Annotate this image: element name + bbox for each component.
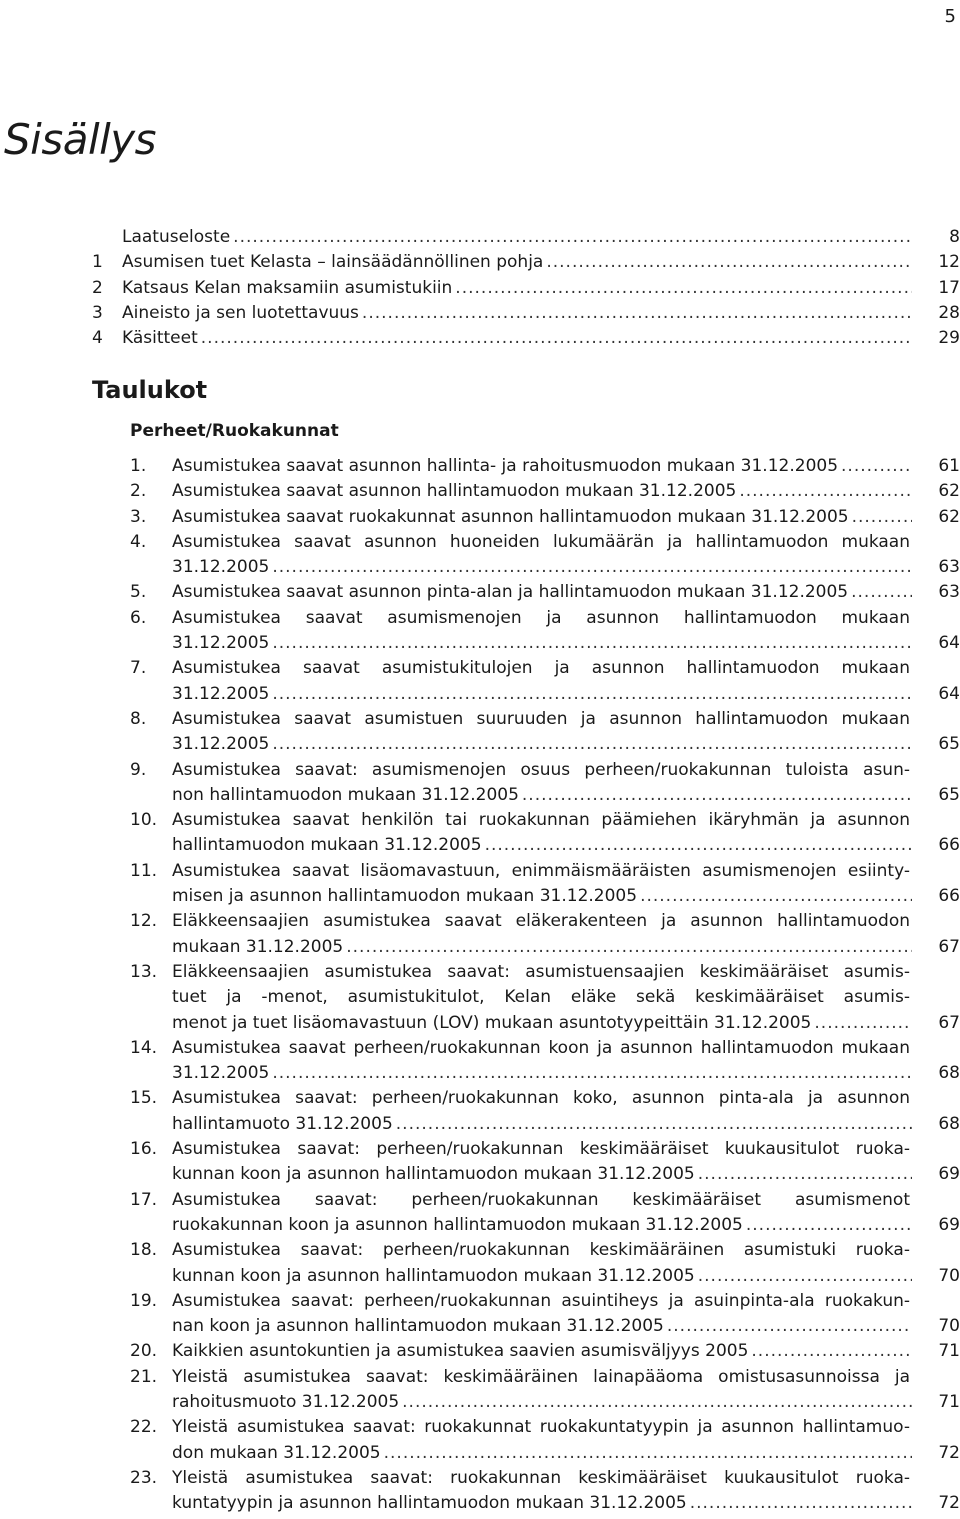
dot-leader <box>814 1011 912 1036</box>
table-entry[interactable] <box>130 454 960 479</box>
table-entry-text <box>172 454 960 479</box>
section-heading: Taulukot <box>92 376 208 404</box>
table-entry-label: misen ja asunnon hallintamuodon mukaan 31.12.2005 <box>172 886 638 907</box>
toc-entry-page: 12 <box>938 252 960 273</box>
table-entry-number: 12. <box>130 911 158 932</box>
toc-entry-page: 8 <box>949 227 960 247</box>
table-entry-page: 65 <box>938 784 960 805</box>
table-entry-number: 8. <box>130 708 147 729</box>
dot-leader <box>698 1162 912 1187</box>
table-entry-label: non hallintamuodon mukaan 31.12.2005 <box>172 784 519 805</box>
table-entry-label: 31.12.2005 <box>172 734 270 755</box>
dot-leader <box>272 631 912 656</box>
table-entry[interactable] <box>130 530 960 581</box>
table-entry-text <box>172 606 960 657</box>
dot-leader <box>841 454 912 479</box>
table-entry-label: kuntatyypin ja asunnon hallintamuodon mukaan 31.12.2005 <box>172 1493 687 1514</box>
dot-leader <box>522 783 912 808</box>
table-entry-text <box>172 656 960 707</box>
table-entry-text <box>172 758 960 809</box>
table-entry-page: 72 <box>938 1442 960 1463</box>
table-entry[interactable] <box>130 1036 960 1087</box>
dot-leader <box>362 301 912 326</box>
dot-leader <box>272 555 912 580</box>
table-entry-text <box>172 1188 960 1239</box>
table-entry-label: Asumistukea saavat asunnon hallintamuodon mukaan 31.12.2005 <box>172 481 737 502</box>
table-entry-line: Asumistukea saavat henkilön tai ruokakunnan päämiehen ikäryhmän ja asunnon <box>172 810 910 831</box>
dot-leader <box>739 479 912 504</box>
table-entry-last-line <box>172 833 960 858</box>
table-entry-text <box>172 580 960 605</box>
table-entry-page: 71 <box>938 1341 960 1362</box>
table-entry-number: 15. <box>130 1088 158 1109</box>
table-entry-text <box>172 1036 960 1087</box>
table-entry-label: Asumistukea saavat ruokakunnat asunnon hallintamuodon mukaan 31.12.2005 <box>172 506 849 527</box>
table-entry-page: 66 <box>938 835 960 856</box>
dot-leader <box>402 1390 912 1415</box>
table-entry-last-line <box>172 1314 960 1339</box>
toc-entry-page: 28 <box>938 302 960 323</box>
table-entry-line: Asumistukea saavat: perheen/ruokakunnan keskimääräiset kuukausitulot ruoka- <box>172 1139 910 1160</box>
table-entry-label: don mukaan 31.12.2005 <box>172 1442 381 1463</box>
table-entry-page: 70 <box>938 1316 960 1337</box>
dot-leader <box>384 1441 912 1466</box>
toc-entry-label: Aineisto ja sen luotettavuus <box>122 302 359 323</box>
table-entry-line: Asumistukea saavat asumistukitulojen ja asunnon hallintamuodon mukaan <box>172 658 910 679</box>
table-entry-last-line <box>172 682 960 707</box>
dot-leader <box>455 276 912 301</box>
table-entry[interactable] <box>130 479 960 504</box>
table-entry-last-line <box>172 479 960 504</box>
table-entry-label: hallintamuodon mukaan 31.12.2005 <box>172 835 482 856</box>
table-entry-text <box>172 1289 960 1340</box>
table-entry-text <box>172 530 960 581</box>
table-entry-last-line <box>172 454 960 479</box>
table-entry-number: 13. <box>130 961 158 982</box>
toc-entry-page: 29 <box>938 328 960 349</box>
table-entry-last-line <box>172 1112 960 1137</box>
table-entry-line: Yleistä asumistukea saavat: ruokakunnat ruokakuntatyypin ja asunnon hallintamuo- <box>172 1417 910 1438</box>
toc-entry[interactable] <box>92 301 960 326</box>
table-entry-number: 14. <box>130 1037 158 1058</box>
table-entry-line: Asumistukea saavat: perheen/ruokakunnan keskimääräiset asumismenot <box>172 1189 910 1210</box>
toc-entry-number: 2 <box>92 277 103 298</box>
table-entry[interactable] <box>130 1289 960 1340</box>
table-entry-last-line <box>172 1441 960 1466</box>
table-entry[interactable] <box>130 580 960 605</box>
table-entry[interactable] <box>130 1339 960 1364</box>
table-entry-last-line <box>172 732 960 757</box>
table-entry[interactable] <box>130 1086 960 1137</box>
table-entry-line: Asumistukea saavat: perheen/ruokakunnan keskimääräinen asumistuki ruoka- <box>172 1240 910 1261</box>
dot-leader <box>233 225 912 250</box>
table-entry[interactable] <box>130 606 960 657</box>
table-entry-number: 22. <box>130 1417 158 1438</box>
toc-entry[interactable] <box>92 276 960 301</box>
table-entry-text <box>172 505 960 530</box>
table-entry[interactable] <box>130 808 960 859</box>
table-entry-label: Asumistukea saavat asunnon hallinta- ja rahoitusmuodon mukaan 31.12.2005 <box>172 456 839 476</box>
table-entry-label: 31.12.2005 <box>172 557 270 578</box>
table-entry-line: Asumistukea saavat: perheen/ruokakunnan koko, asunnon pinta-ala ja asunnon <box>172 1088 910 1109</box>
table-entry-label: mukaan 31.12.2005 <box>172 936 344 957</box>
table-entry-number: 7. <box>130 658 147 679</box>
dot-leader <box>751 1339 912 1364</box>
table-entry-label: menot ja tuet lisäomavastuun (LOV) mukaan asuntotyypeittäin 31.12.2005 <box>172 1012 812 1033</box>
table-entry-page: 61 <box>938 456 960 476</box>
toc-entry[interactable] <box>92 326 960 351</box>
table-entry-label: 31.12.2005 <box>172 633 270 654</box>
table-entry-label: hallintamuoto 31.12.2005 <box>172 1113 393 1134</box>
table-entry-number: 20. <box>130 1341 158 1362</box>
table-entry-page: 68 <box>938 1113 960 1134</box>
toc-entry-number: 3 <box>92 302 103 323</box>
table-entry[interactable] <box>130 656 960 707</box>
table-entry-line: Asumistukea saavat asunnon huoneiden lukumäärän ja hallintamuodon mukaan <box>172 531 910 552</box>
table-entry-line: Eläkkeensaajien asumistukea saavat eläkerakenteen ja asunnon hallintamuodon <box>172 911 910 932</box>
toc-entry[interactable] <box>92 225 960 250</box>
dot-leader <box>698 1264 912 1289</box>
dot-leader <box>346 935 912 960</box>
table-entry-line: Asumistukea saavat lisäomavastuun, enimmäismääräisten asumismenojen esiinty- <box>172 860 910 881</box>
table-entry-label: Kaikkien asuntokuntien ja asumistukea saavien asumisväljyys 2005 <box>172 1341 749 1362</box>
table-entry-last-line <box>172 1162 960 1187</box>
table-entry[interactable] <box>130 505 960 530</box>
toc-entry[interactable] <box>92 250 960 275</box>
table-entry-page: 62 <box>938 481 960 502</box>
table-entry-last-line <box>172 1213 960 1238</box>
table-entry-page: 64 <box>938 633 960 654</box>
table-entry-number: 21. <box>130 1366 158 1387</box>
table-entry-page: 70 <box>938 1265 960 1286</box>
table-entry-line: tuet ja -menot, asumistukitulot, Kelan eläke sekä keskimääräiset asumis- <box>172 987 910 1008</box>
table-entry-label: ruokakunnan koon ja asunnon hallintamuodon mukaan 31.12.2005 <box>172 1214 743 1235</box>
table-entry-text <box>172 1137 960 1188</box>
table-entry[interactable] <box>130 859 960 910</box>
table-entry-number: 3. <box>130 506 147 527</box>
table-entry[interactable] <box>130 758 960 809</box>
table-entry-page: 63 <box>938 557 960 578</box>
subsection-heading: Perheet/Ruokakunnat <box>130 421 339 441</box>
table-entry[interactable] <box>130 1188 960 1239</box>
table-entry-page: 72 <box>938 1493 960 1514</box>
table-entry-last-line <box>172 1491 960 1516</box>
table-entry-page: 63 <box>938 582 960 603</box>
table-entry[interactable] <box>130 909 960 960</box>
dot-leader <box>852 505 912 530</box>
page-title: Sisällys <box>4 115 157 164</box>
table-entry-label: 31.12.2005 <box>172 1063 270 1084</box>
table-entry-last-line <box>172 631 960 656</box>
table-entry-page: 67 <box>938 936 960 957</box>
dot-leader <box>201 326 912 351</box>
table-entry[interactable] <box>130 1137 960 1188</box>
page-number: 5 <box>944 6 956 27</box>
table-entry[interactable] <box>130 1415 960 1466</box>
toc-entry-label: Laatuseloste <box>122 227 231 247</box>
table-entry-number: 1. <box>130 456 147 476</box>
table-entry-page: 69 <box>938 1214 960 1235</box>
table-entry-page: 64 <box>938 683 960 704</box>
table-entry-label: Asumistukea saavat asunnon pinta-alan ja hallintamuodon mukaan 31.12.2005 <box>172 582 849 603</box>
toc-entry-number: 1 <box>92 252 103 273</box>
toc-entry-page: 17 <box>938 277 960 298</box>
table-entry-line: Asumistukea saavat: asumismenojen osuus perheen/ruokakunnan tuloista asun- <box>172 759 910 780</box>
table-entry-last-line <box>172 1061 960 1086</box>
dot-leader <box>746 1213 912 1238</box>
table-entry[interactable] <box>130 1466 960 1517</box>
table-entry-number: 17. <box>130 1189 158 1210</box>
table-entry-number: 10. <box>130 810 158 831</box>
table-entry-text <box>172 1466 960 1517</box>
table-entry-number: 9. <box>130 759 147 780</box>
table-entry-number: 5. <box>130 582 147 603</box>
table-entry[interactable] <box>130 1365 960 1416</box>
dot-leader <box>396 1112 912 1137</box>
dot-leader <box>485 833 912 858</box>
table-entry[interactable] <box>130 1238 960 1289</box>
dot-leader <box>272 682 912 707</box>
table-entry-line: Asumistukea saavat: perheen/ruokakunnan asuintiheys ja asuinpinta-ala ruokakun- <box>172 1290 910 1311</box>
dot-leader <box>272 1061 912 1086</box>
table-entry-page: 62 <box>938 506 960 527</box>
table-entry-line: Eläkkeensaajien asumistukea saavat: asumistuensaajien keskimääräiset asumis- <box>172 961 910 982</box>
table-entry-last-line <box>172 783 960 808</box>
table-entry-page: 65 <box>938 734 960 755</box>
tables-toc <box>130 454 960 1516</box>
table-entry-last-line <box>172 1390 960 1415</box>
table-entry-page: 69 <box>938 1164 960 1185</box>
table-entry-last-line <box>172 580 960 605</box>
table-entry-line: Yleistä asumistukea saavat: ruokakunnan keskimääräiset kuukausitulot ruoka- <box>172 1467 910 1488</box>
table-entry-text <box>172 707 960 758</box>
dot-leader <box>546 250 912 275</box>
table-entry-number: 11. <box>130 860 158 881</box>
table-entry-last-line <box>172 555 960 580</box>
table-entry-line: Asumistukea saavat asumismenojen ja asunnon hallintamuodon mukaan <box>172 607 910 628</box>
table-entry-number: 16. <box>130 1139 158 1160</box>
toc-entry-number: 4 <box>92 328 103 349</box>
table-entry-text <box>172 1415 960 1466</box>
table-entry-text <box>172 1339 960 1364</box>
dot-leader <box>640 884 912 909</box>
table-entry-line: Asumistukea saavat perheen/ruokakunnan koon ja asunnon hallintamuodon mukaan <box>172 1037 910 1058</box>
dot-leader <box>690 1491 912 1516</box>
table-entry-page: 71 <box>938 1391 960 1412</box>
dot-leader <box>851 580 912 605</box>
table-entry-line: Yleistä asumistukea saavat: keskimääräinen lainapääoma omistusasunnoissa ja <box>172 1366 910 1387</box>
table-entry-label: 31.12.2005 <box>172 683 270 704</box>
table-entry-number: 2. <box>130 481 147 502</box>
table-entry-last-line <box>172 1011 960 1036</box>
table-entry-label: kunnan koon ja asunnon hallintamuodon mukaan 31.12.2005 <box>172 1265 695 1286</box>
table-entry-label: kunnan koon ja asunnon hallintamuodon mukaan 31.12.2005 <box>172 1164 695 1185</box>
table-entry-number: 18. <box>130 1240 158 1261</box>
table-entry-text <box>172 909 960 960</box>
table-entry[interactable] <box>130 960 960 1036</box>
toc-entry-label: Asumisen tuet Kelasta – lainsäädännöllinen pohja <box>122 252 544 273</box>
table-entry-last-line <box>172 884 960 909</box>
table-entry-text <box>172 859 960 910</box>
main-toc <box>92 225 960 351</box>
table-entry-text <box>172 1238 960 1289</box>
table-entry-text <box>172 808 960 859</box>
table-entry-label: rahoitusmuoto 31.12.2005 <box>172 1391 400 1412</box>
toc-entry-label: Käsitteet <box>122 328 198 349</box>
table-entry-text <box>172 960 960 1036</box>
table-entry-label: nan koon ja asunnon hallintamuodon mukaan 31.12.2005 <box>172 1316 664 1337</box>
table-entry-last-line <box>172 1339 960 1364</box>
table-entry-number: 6. <box>130 607 147 628</box>
table-entry-number: 23. <box>130 1467 158 1488</box>
table-entry-line: Asumistukea saavat asumistuen suuruuden ja asunnon hallintamuodon mukaan <box>172 708 910 729</box>
table-entry-number: 4. <box>130 531 147 552</box>
table-entry-last-line <box>172 935 960 960</box>
table-entry-last-line <box>172 1264 960 1289</box>
table-entry[interactable] <box>130 707 960 758</box>
dot-leader <box>667 1314 912 1339</box>
dot-leader <box>272 732 912 757</box>
table-entry-last-line <box>172 505 960 530</box>
toc-entry-label: Katsaus Kelan maksamiin asumistukiin <box>122 277 453 298</box>
table-entry-page: 67 <box>938 1012 960 1033</box>
table-entry-page: 68 <box>938 1063 960 1084</box>
table-entry-number: 19. <box>130 1290 158 1311</box>
table-entry-text <box>172 1365 960 1416</box>
table-entry-text <box>172 1086 960 1137</box>
table-entry-text <box>172 479 960 504</box>
table-entry-page: 66 <box>938 886 960 907</box>
